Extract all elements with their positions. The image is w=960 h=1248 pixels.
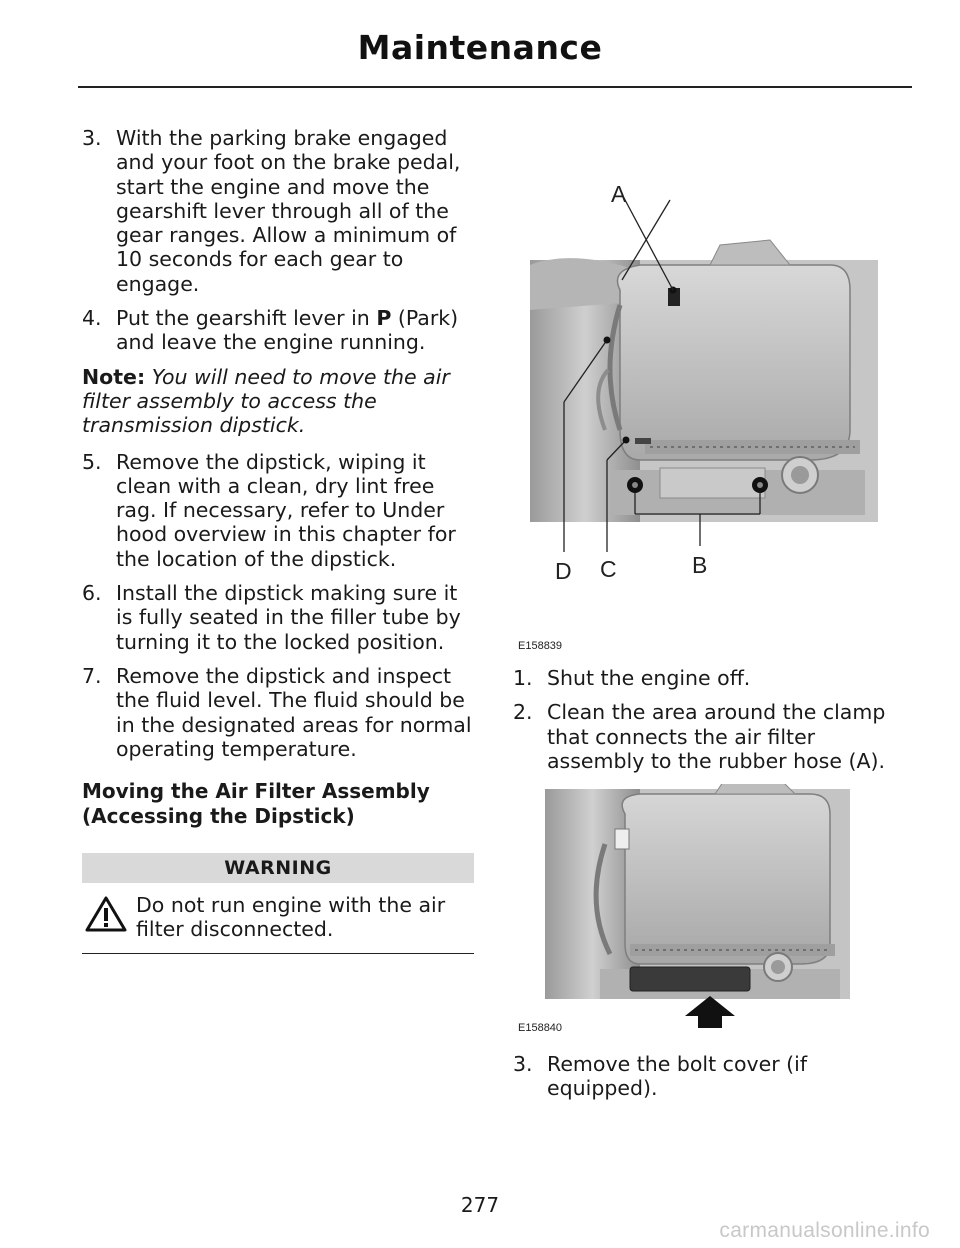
left-column: [82, 126, 474, 954]
step-text: Remove the dipstick and inspect the fluid level. The fluid should be in the designated areas for normal operating temperature.: [116, 663, 472, 761]
step-text: Install the dipstick making sure it is fully seated in the filler tube by turning it to the locked position.: [116, 581, 461, 654]
step-number: 7.: [82, 663, 102, 688]
callout-a: A: [611, 181, 627, 207]
note-label: Note:: [82, 364, 146, 389]
page-number: 277: [460, 1193, 500, 1217]
step-2: [513, 700, 903, 773]
note: [82, 365, 474, 438]
step-number: 2.: [513, 700, 533, 725]
watermark: carmanualsonline.info: [719, 1219, 930, 1242]
step-text: Put the gearshift lever in: [116, 306, 377, 331]
callout-c: C: [600, 556, 617, 582]
figure-bolt-cover: [510, 784, 910, 1040]
step-6: [82, 581, 474, 654]
step-number: 5.: [82, 449, 102, 474]
note-text: You will need to move the air filter assembly to access the transmission dipstick.: [82, 364, 450, 438]
step-4: [82, 306, 474, 355]
callout-d: D: [555, 558, 572, 584]
warning-triangle-icon: [84, 895, 128, 938]
step-number: 3.: [513, 1052, 533, 1076]
warning-body: [82, 883, 474, 953]
step-number: 4.: [82, 306, 102, 331]
step-3-right: [513, 1052, 903, 1101]
page-title: Maintenance: [357, 28, 603, 67]
warning-heading: WARNING: [82, 853, 474, 883]
warning-box: [82, 853, 474, 954]
step-number: 3.: [82, 126, 102, 150]
figure-air-filter-callouts: [510, 170, 910, 650]
step-7: [82, 664, 474, 761]
section-heading: Moving the Air Filter Assembly (Accessing the Dipstick): [82, 779, 430, 829]
step-3: [82, 126, 474, 296]
step-5: [82, 450, 474, 571]
step-text: Clean the area around the clamp that connects the air filter assembly to the rubber hose (A).: [547, 700, 886, 773]
step-number: 1.: [513, 666, 533, 690]
step-text: Shut the engine off.: [547, 666, 751, 690]
park-letter: P: [376, 306, 392, 331]
bolt-cover-illustration: [510, 784, 910, 1040]
header-rule: [78, 86, 912, 88]
step-text: (Park) and leave the engine running.: [116, 306, 459, 355]
right-column-bottom: [513, 1052, 903, 1111]
step-number: 6.: [82, 581, 102, 606]
figure-code: E158839: [518, 640, 563, 652]
callout-b: B: [692, 552, 708, 578]
step-text: Remove the dipstick, wiping it clean with a clean, dry lint free rag. If necessary, refer to Under hood overview in this chapter for the location of the dipstick.: [116, 449, 456, 571]
warning-text: Do not run engine with the air filter disconnected.: [136, 893, 446, 942]
figure-code: E158840: [518, 1022, 563, 1034]
right-column-top: [513, 666, 903, 783]
step-1: [513, 666, 903, 690]
warning-rule: [82, 953, 474, 954]
step-text: With the parking brake engaged and your foot on the brake pedal, start the engine and move the gearshift lever through all of the gear ranges. Allow a minimum of 10 seconds for each gear to engage.: [116, 126, 461, 296]
step-text: Remove the bolt cover (if equipped).: [547, 1052, 808, 1101]
